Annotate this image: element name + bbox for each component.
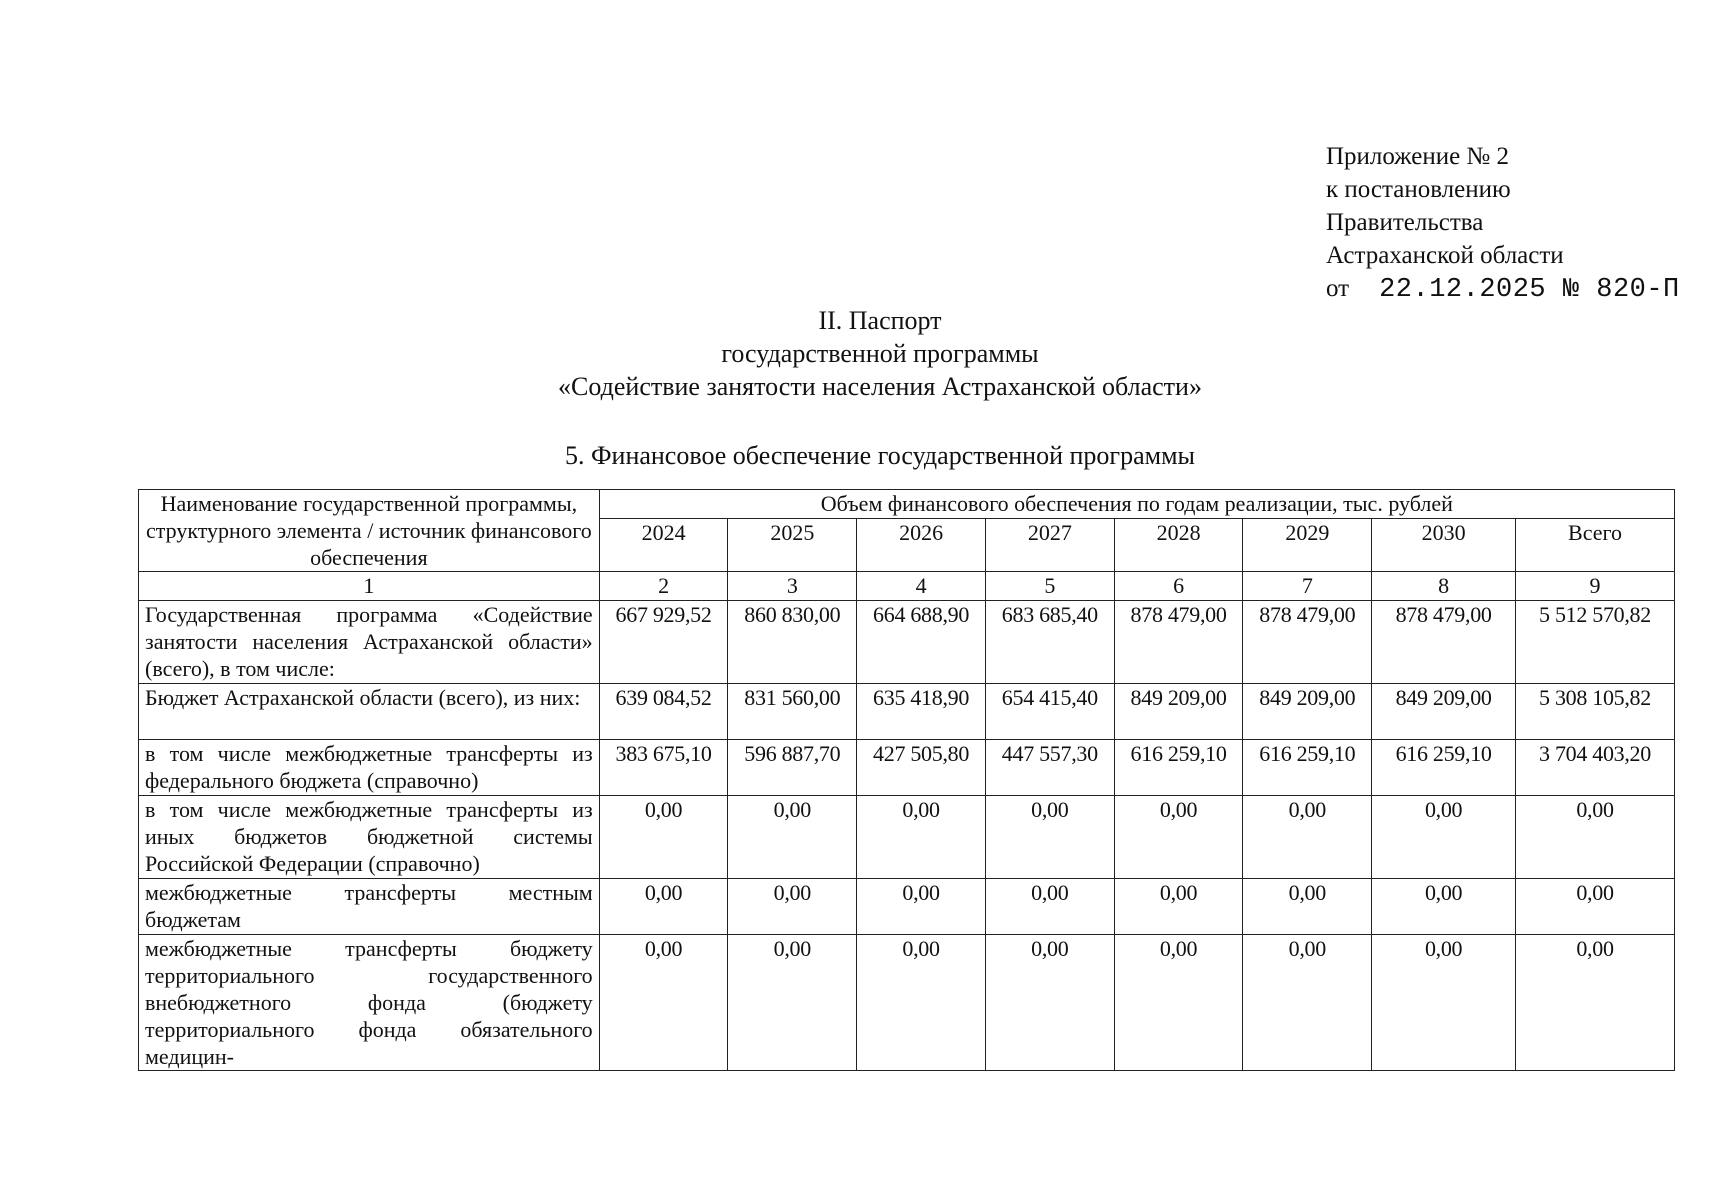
value-cell: 849 209,00	[1372, 684, 1516, 740]
value-cell: 849 209,00	[1114, 684, 1243, 740]
value-cell: 664 688,90	[857, 601, 986, 684]
value-cell: 616 259,10	[1114, 740, 1243, 796]
value-cell: 0,00	[857, 935, 986, 1071]
appendix-date-prefix: от	[1326, 275, 1350, 302]
header-row-group	[139, 490, 1675, 519]
value-cell: 0,00	[599, 879, 728, 935]
row-name: в том числе межбюджетные трансферты из федерального бюджета (справочно)	[139, 740, 600, 796]
value-cell: 0,00	[1372, 796, 1516, 879]
column-index: 1	[139, 572, 600, 601]
year-header: 2026	[857, 519, 986, 572]
value-cell: 447 557,30	[985, 740, 1114, 796]
value-cell: 596 887,70	[728, 740, 857, 796]
financing-table	[138, 489, 1675, 1071]
value-cell: 683 685,40	[985, 601, 1114, 684]
value-cell: 0,00	[1114, 796, 1243, 879]
year-header: 2030	[1372, 519, 1516, 572]
total-cell: 5 308 105,82	[1516, 684, 1675, 740]
heading-line-2: государственной программы	[721, 339, 1039, 368]
column-index: 8	[1372, 572, 1516, 601]
value-cell: 0,00	[599, 935, 728, 1071]
value-cell: 878 479,00	[1372, 601, 1516, 684]
total-cell: 5 512 570,82	[1516, 601, 1675, 684]
value-cell: 0,00	[1114, 935, 1243, 1071]
value-cell: 667 929,52	[599, 601, 728, 684]
table-row-local-budgets	[139, 879, 1675, 935]
value-cell: 616 259,10	[1243, 740, 1372, 796]
value-cell: 878 479,00	[1114, 601, 1243, 684]
value-cell: 639 084,52	[599, 684, 728, 740]
column-index-row	[139, 572, 1675, 601]
section-title: 5. Финансовое обеспечение государственной программы	[564, 441, 1196, 470]
total-cell: 0,00	[1516, 879, 1675, 935]
value-cell: 860 830,00	[728, 601, 857, 684]
table-row-extrabudgetary-fund	[139, 935, 1675, 1071]
value-cell: 0,00	[728, 935, 857, 1071]
row-name: Бюджет Астраханской области (всего), из них:	[139, 684, 600, 740]
value-cell: 654 415,40	[985, 684, 1114, 740]
row-name: межбюджетные трансферты бюджету территориального государственного внебюджетного фонда (бюджету территориального фонда обязательного медицин-	[139, 935, 600, 1071]
row-name: Государственная программа «Содействие занятости населения Астраханской области» (всего), в том числе:	[139, 601, 600, 684]
year-header: 2025	[728, 519, 857, 572]
row-name: межбюджетные трансферты местным бюджетам	[139, 879, 600, 935]
value-cell: 0,00	[985, 935, 1114, 1071]
value-cell: 0,00	[1372, 879, 1516, 935]
value-cell: 0,00	[857, 879, 986, 935]
column-index: 6	[1114, 572, 1243, 601]
value-cell: 0,00	[728, 796, 857, 879]
year-header: 2024	[599, 519, 728, 572]
appendix-date-line	[1326, 272, 1680, 307]
value-cell: 635 418,90	[857, 684, 986, 740]
column-index: 4	[857, 572, 986, 601]
year-header: 2028	[1114, 519, 1243, 572]
value-cell: 0,00	[1243, 796, 1372, 879]
financing-group-header: Объем финансового обеспечения по годам реализации, тыс. рублей	[599, 490, 1674, 519]
table-row-federal-transfers	[139, 740, 1675, 796]
appendix-line-4: Астраханской области	[1326, 242, 1564, 269]
table-row-other-budgets	[139, 796, 1675, 879]
value-cell: 383 675,10	[599, 740, 728, 796]
column-index: 5	[985, 572, 1114, 601]
appendix-line-1: Приложение № 2	[1326, 143, 1510, 170]
table-row-program-total	[139, 601, 1675, 684]
value-cell: 616 259,10	[1372, 740, 1516, 796]
column-index: 2	[599, 572, 728, 601]
year-header: 2029	[1243, 519, 1372, 572]
total-header: Всего	[1516, 519, 1675, 572]
value-cell: 0,00	[1243, 935, 1372, 1071]
heading-line-3: «Содействие занятости населения Астраханской области»	[558, 372, 1202, 401]
value-cell: 0,00	[728, 879, 857, 935]
value-cell: 831 560,00	[728, 684, 857, 740]
total-cell: 3 704 403,20	[1516, 740, 1675, 796]
value-cell: 427 505,80	[857, 740, 986, 796]
appendix-line-3: Правительства	[1326, 209, 1484, 236]
value-cell: 0,00	[857, 796, 986, 879]
year-header: 2027	[985, 519, 1114, 572]
appendix-block	[1326, 140, 1680, 307]
value-cell: 0,00	[1114, 879, 1243, 935]
value-cell: 0,00	[599, 796, 728, 879]
value-cell: 0,00	[985, 879, 1114, 935]
value-cell: 849 209,00	[1243, 684, 1372, 740]
column-index: 9	[1516, 572, 1675, 601]
name-column-header: Наименование государственной программы, структурного элемента / источник финансового обеспечения	[139, 490, 600, 572]
column-index: 7	[1243, 572, 1372, 601]
table-row-regional-budget	[139, 684, 1675, 740]
total-cell: 0,00	[1516, 935, 1675, 1071]
document-heading	[0, 304, 1713, 403]
value-cell: 0,00	[1243, 879, 1372, 935]
row-name: в том числе межбюджетные трансферты из иных бюджетов бюджетной системы Российской Федерации (справочно)	[139, 796, 600, 879]
value-cell: 878 479,00	[1243, 601, 1372, 684]
heading-line-1: II. Паспорт	[818, 306, 942, 335]
value-cell: 0,00	[1372, 935, 1516, 1071]
value-cell: 0,00	[985, 796, 1114, 879]
appendix-date-number: 22.12.2025 № 820-П	[1379, 275, 1680, 305]
column-index: 3	[728, 572, 857, 601]
appendix-line-2: к постановлению	[1326, 176, 1511, 203]
total-cell: 0,00	[1516, 796, 1675, 879]
